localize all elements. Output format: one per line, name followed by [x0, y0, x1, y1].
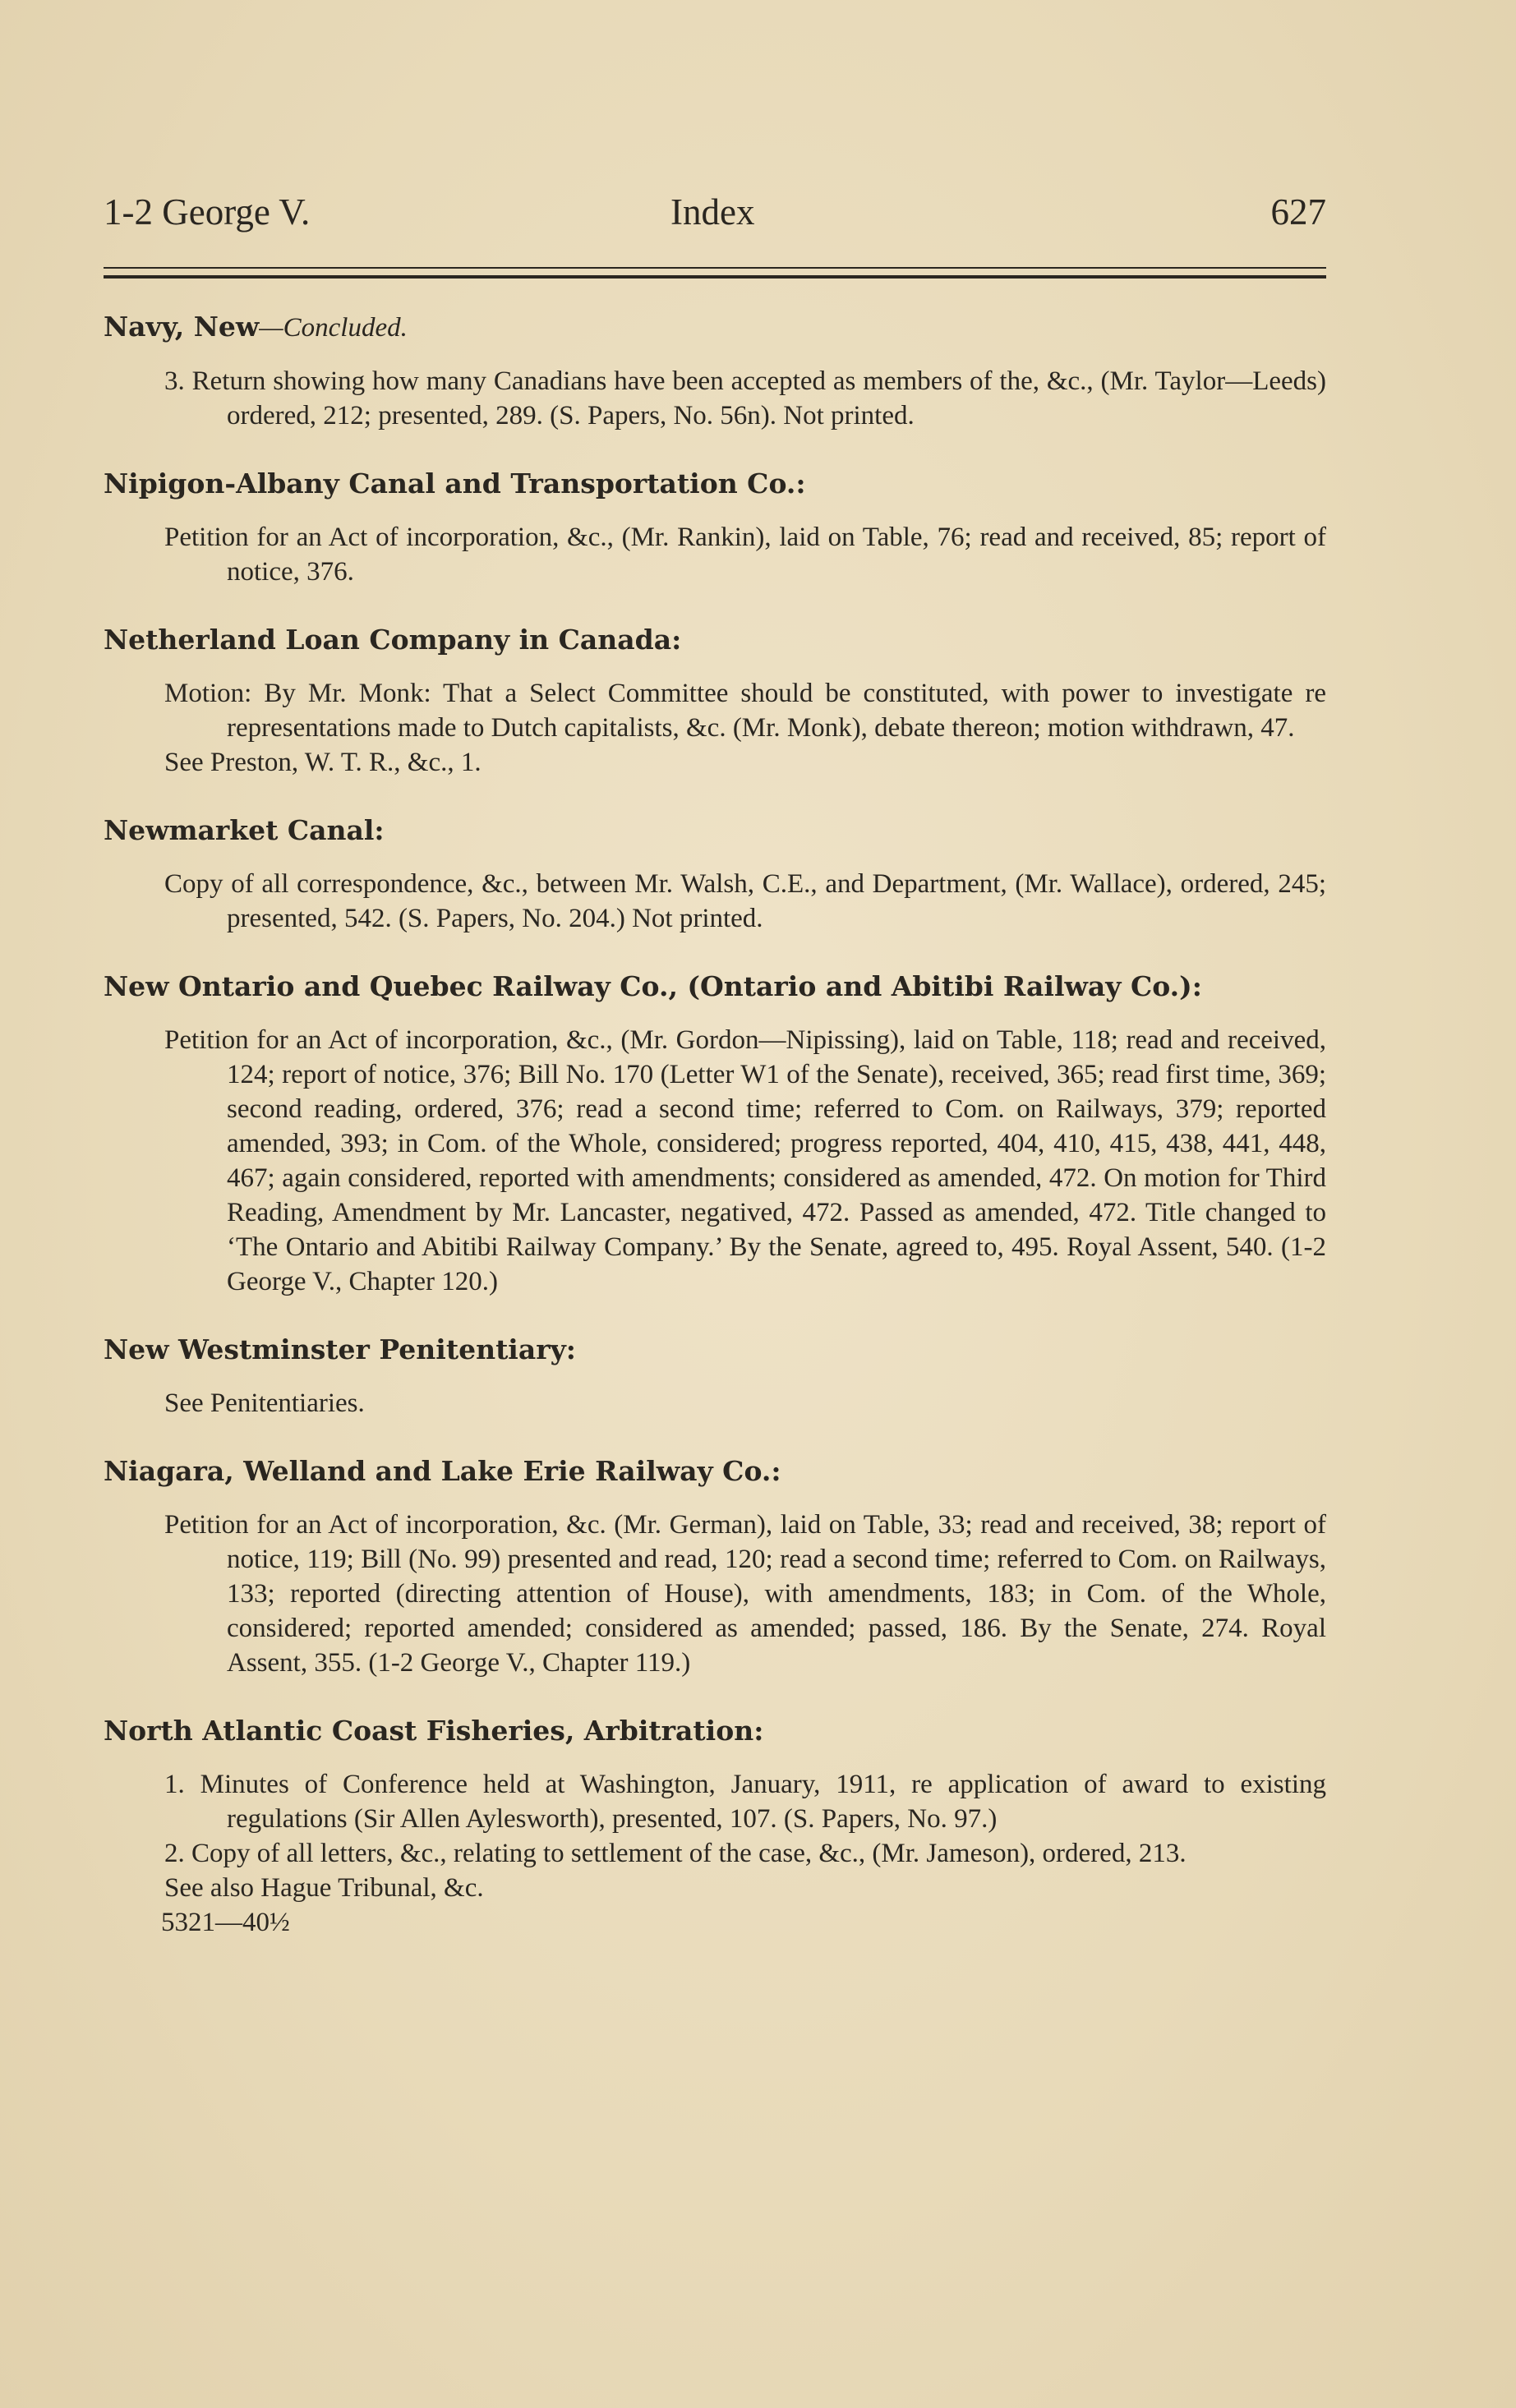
printer-signature: 5321—40½ [161, 1908, 290, 1937]
entry-item: Petition for an Act of incorporation, &c., (Mr. Gordon—Nipissing), laid on Table, 118; read and received, 124; report of notice, 376; Bill No. 170 (Letter W1 of the Senate), received, 365; read first time, 369; second reading, ordered, 376; read a second time; referred to Com. on Railways, 379; reported amended, 393; in Com. of the Whole, considered; progress reported, 404, 410, 415, 438, 441, 448, 467; again considered, reported with amendments; considered as amended, 472. On motion for Third Reading, Amendment by Mr. Lancaster, negatived, 472. Passed as amended, 472. Title changed to ‘The Ontario and Abitibi Railway Company.’ By the Senate, agreed to, 495. Royal Assent, 540. (1-2 George V., Chapter 120.) [164, 1025, 1326, 1296]
entry-item: Petition for an Act of incorporation, &c., (Mr. Rankin), laid on Table, 76; read and received, 85; report of notice, 376. [164, 523, 1326, 587]
entry-item: 1. Minutes of Conference held at Washington, January, 1911, re application of award to existing regulations (Sir Allen Aylesworth), presented, 107. (S. Papers, No. 97.) [164, 1770, 1326, 1834]
entry-heading: North Atlantic Coast Fisheries, Arbitration: [104, 1715, 764, 1747]
entry-heading: Navy, New—Concluded. [104, 311, 408, 343]
header-title: Index [670, 191, 755, 233]
running-header [104, 187, 1326, 237]
index-entry-nipigon-albany [104, 466, 1326, 589]
entry-heading: New Ontario and Quebec Railway Co., (Ontario and Abitibi Railway Co.): [104, 970, 1202, 1002]
see-reference: See also Hague Tribunal, &c. [164, 1873, 484, 1903]
header-regnal-year: 1-2 George V. [104, 191, 311, 233]
index-entry-niagara-welland-railway [104, 1453, 1326, 1680]
index-entry-new-ontario-quebec-railway [104, 969, 1326, 1299]
see-reference: See Penitentiaries. [164, 1388, 365, 1418]
see-reference: See Preston, W. T. R., &c., 1. [164, 748, 482, 777]
index-content [104, 309, 1326, 1940]
entry-item: Motion: By Mr. Monk: That a Select Committee should be constituted, with power to investigate re representations made to Dutch capitalists, &c. (Mr. Monk), debate thereon; motion withdrawn, 47. [164, 679, 1326, 743]
index-entry-new-westminster-penitentiary [104, 1332, 1326, 1420]
page-number: 627 [1270, 191, 1326, 233]
entry-item: Petition for an Act of incorporation, &c. (Mr. German), laid on Table, 33; read and received, 38; report of notice, 119; Bill (No. 99) presented and read, 120; read a second time; referred to Com. on Railways, 133; reported (directing attention of House), with amendments, 183; in Com. of the Whole, considered; reported amended; considered as amended; passed, 186. By the Senate, 274. Royal Assent, 355. (1-2 George V., Chapter 119.) [164, 1510, 1326, 1678]
entry-heading: Nipigon-Albany Canal and Transportation Co.: [104, 467, 806, 500]
entry-item: Copy of all correspondence, &c., between Mr. Walsh, C.E., and Department, (Mr. Wallace), ordered, 245; presented, 542. (S. Papers, No. 204.) Not printed. [164, 869, 1326, 933]
entry-item: 2. Copy of all letters, &c., relating to settlement of the case, &c., (Mr. Jameson), ordered, 213. [164, 1839, 1187, 1868]
entry-heading: Newmarket Canal: [104, 814, 385, 846]
index-entry-netherland-loan [104, 622, 1326, 780]
entry-heading: New Westminster Penitentiary: [104, 1333, 576, 1365]
entry-item: 3. Return showing how many Canadians have been accepted as members of the, &c., (Mr. Taylor—Leeds) ordered, 212; presented, 289. (S. Papers, No. 56n). Not printed. [164, 366, 1326, 430]
index-entry-north-atlantic-fisheries [104, 1713, 1326, 1940]
header-rule-thin [104, 267, 1326, 269]
concluded-note: —Concluded. [259, 313, 408, 343]
header-rule-thick [104, 275, 1326, 279]
entry-heading: Niagara, Welland and Lake Erie Railway Co.: [104, 1455, 781, 1487]
entry-heading: Netherland Loan Company in Canada: [104, 624, 682, 656]
index-entry-navy-new [104, 309, 1326, 433]
index-entry-newmarket-canal [104, 813, 1326, 936]
